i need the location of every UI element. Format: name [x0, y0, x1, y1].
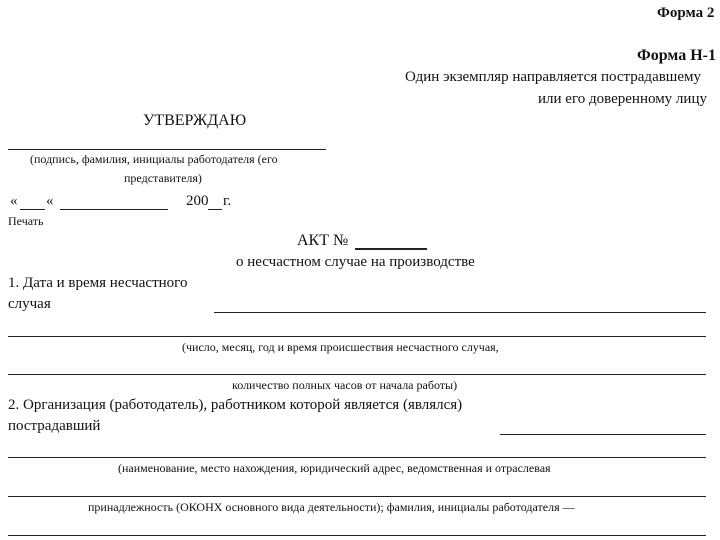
section-2-label-line-1: 2. Организация (работодатель), работником которой является (являлся): [8, 397, 463, 413]
copy-note-line-1: Один экземпляр направляется пострадавшему: [405, 69, 702, 85]
date-open-quote: «: [10, 193, 18, 209]
section-2-caption-line-2: принадлежность (ОКОНХ основного вида деятельности); фамилия, инициалы работодателя —: [88, 500, 575, 514]
accident-date-field-line-3[interactable]: [8, 374, 706, 375]
approval-title: УТВЕРЖДАЮ: [143, 112, 247, 129]
act-title: АКТ №: [297, 232, 349, 249]
act-number-field[interactable]: [355, 248, 427, 250]
seal-label: Печать: [8, 214, 44, 228]
signature-caption-line-1: (подпись, фамилия, инициалы работодателя (его: [30, 152, 278, 166]
section-2-caption-line-1: (наименование, место нахождения, юридический адрес, ведомственная и отраслевая: [118, 461, 551, 475]
organization-field-line-4[interactable]: [8, 535, 706, 536]
section-1-caption-line-2: количество полных часов от начала работы): [232, 378, 458, 392]
accident-date-field-line-2[interactable]: [8, 336, 706, 337]
section-1-label-line-2: случая: [8, 296, 51, 312]
accident-date-field-line-1[interactable]: [214, 312, 706, 313]
signature-line[interactable]: [8, 149, 326, 150]
year-suffix: г.: [223, 193, 232, 209]
section-2-label-line-2: пострадавший: [8, 418, 101, 434]
organization-field-line-3[interactable]: [8, 496, 706, 497]
date-year-field[interactable]: [208, 209, 222, 210]
section-1-label-line-1: 1. Дата и время несчастного: [8, 275, 188, 291]
date-close-quote: «: [46, 193, 54, 209]
copy-note-line-2: или его доверенному лицу: [538, 91, 707, 107]
year-prefix: 200: [186, 193, 209, 209]
organization-field-line-1[interactable]: [500, 434, 706, 435]
signature-caption-line-2: представителя): [124, 171, 202, 185]
date-day-field[interactable]: [20, 209, 45, 210]
act-subtitle: о несчастном случае на производстве: [236, 254, 475, 270]
form-n1-label: Форма Н-1: [637, 47, 716, 64]
form-2-label: Форма 2: [657, 5, 715, 21]
date-month-field[interactable]: [60, 209, 168, 210]
section-1-caption-line-1: (число, месяц, год и время происшествия несчастного случая,: [182, 340, 499, 354]
organization-field-line-2[interactable]: [8, 457, 706, 458]
